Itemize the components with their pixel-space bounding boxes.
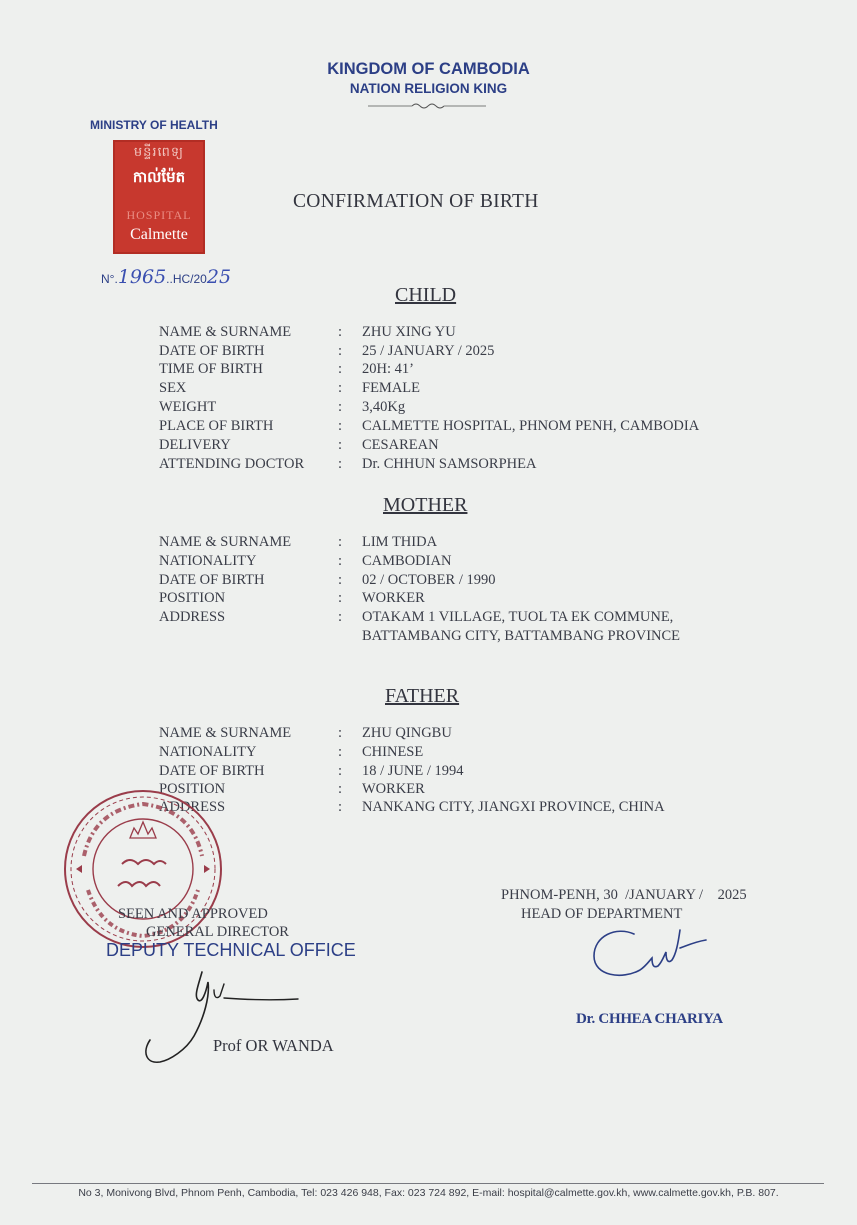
colon: : — [338, 590, 343, 606]
child-doctor-label: ATTENDING DOCTOR — [159, 456, 305, 472]
colon: : — [338, 361, 343, 377]
father-name-label: NAME & SURNAME — [159, 725, 292, 741]
mother-name-label: NAME & SURNAME — [159, 534, 292, 550]
father-address-value: NANKANG CITY, JIANGXI PROVINCE, CHINA — [362, 799, 665, 815]
footer-address: No 3, Monivong Blvd, Phnom Penh, Cambodia, Tel: 023 426 948, Fax: 023 724 892, E-mail: hospital@calmette.gov.kh, www.calmette.gov.kh, P.B. 807. — [78, 1187, 779, 1199]
head-signature — [582, 920, 712, 990]
logo-khmer-line1: មន្ទីរពេទ្យ — [133, 145, 185, 160]
colon: : — [338, 456, 343, 472]
mother-dob-label: DATE OF BIRTH — [159, 572, 265, 588]
child-sex-value: FEMALE — [362, 380, 420, 396]
father-dob-value: 18 / JUNE / 1994 — [362, 763, 464, 779]
footer-divider — [32, 1183, 824, 1184]
mother-nationality-label: NATIONALITY — [159, 553, 257, 569]
father-name-value: ZHU QINGBU — [362, 725, 452, 741]
father-nationality-value: CHINESE — [362, 744, 424, 760]
signing-date: PHNOM-PENH, 30 /JANUARY / 2025 — [501, 887, 747, 903]
child-weight-value: 3,40Kg — [362, 399, 406, 415]
colon: : — [338, 324, 343, 340]
director-name: Prof OR WANDA — [213, 1036, 334, 1055]
child-tob-label: TIME OF BIRTH — [159, 361, 263, 377]
docno-mid: ..HC/20 — [166, 272, 207, 286]
logo-hospital: HOSPITAL — [126, 208, 192, 222]
mother-position-value: WORKER — [362, 590, 425, 606]
colon: : — [338, 418, 343, 434]
child-heading: CHILD — [395, 284, 457, 306]
mother-address-value: OTAKAM 1 VILLAGE, TUOL TA EK COMMUNE, — [362, 609, 674, 625]
child-pob-label: PLACE OF BIRTH — [159, 418, 274, 434]
colon: : — [338, 763, 343, 779]
mother-dob-value: 02 / OCTOBER / 1990 — [362, 572, 496, 588]
colon: : — [338, 725, 343, 741]
colon: : — [338, 781, 343, 797]
father-dob-label: DATE OF BIRTH — [159, 763, 265, 779]
nation-motto: NATION RELIGION KING — [349, 81, 508, 96]
ornament-divider — [368, 101, 486, 111]
father-nationality-label: NATIONALITY — [159, 744, 257, 760]
colon: : — [338, 534, 343, 550]
docno-handwritten: 1965 — [117, 266, 167, 288]
child-pob-value: CALMETTE HOSPITAL, PHNOM PENH, CAMBODIA — [362, 418, 700, 434]
colon: : — [338, 744, 343, 760]
child-delivery-value: CESAREAN — [362, 437, 439, 453]
father-position-label: POSITION — [159, 781, 226, 797]
colon: : — [338, 799, 343, 815]
child-name-label: NAME & SURNAME — [159, 324, 292, 340]
child-doctor-value: Dr. CHHUN SAMSORPHEA — [362, 456, 537, 472]
ministry-label: MINISTRY OF HEALTH — [90, 118, 218, 132]
child-tob-value: 20H: 41’ — [362, 361, 414, 377]
mother-position-label: POSITION — [159, 590, 226, 606]
child-weight-label: WEIGHT — [159, 399, 217, 415]
docno-year: 25 — [206, 266, 232, 288]
hospital-logo — [113, 140, 205, 254]
mother-name-value: LIM THIDA — [362, 534, 438, 550]
colon: : — [338, 609, 343, 625]
mother-address-value-line2: BATTAMBANG CITY, BATTAMBANG PROVINCE — [362, 628, 681, 644]
child-dob-label: DATE OF BIRTH — [159, 343, 265, 359]
seen-approved: SEEN AND APPROVED — [118, 906, 268, 922]
mother-heading: MOTHER — [383, 494, 468, 516]
child-dob-value: 25 / JANUARY / 2025 — [362, 343, 495, 359]
docno-prefix: N°. — [101, 272, 118, 286]
colon: : — [338, 437, 343, 453]
head-name: Dr. CHHEA CHARIYA — [576, 1011, 723, 1027]
head-of-department: HEAD OF DEPARTMENT — [521, 906, 683, 922]
general-director: GENERAL DIRECTOR — [146, 924, 289, 940]
colon: : — [338, 399, 343, 415]
deputy-technical-office: DEPUTY TECHNICAL OFFICE — [106, 940, 356, 960]
document-title: CONFIRMATION OF BIRTH — [293, 191, 539, 212]
logo-khmer-line2: កាល់ម៉ែត — [132, 168, 186, 186]
mother-nationality-value: CAMBODIAN — [362, 553, 452, 569]
child-delivery-label: DELIVERY — [159, 437, 231, 453]
logo-name: Calmette — [130, 226, 188, 243]
colon: : — [338, 553, 343, 569]
kingdom-title: KINGDOM OF CAMBODIA — [327, 60, 530, 78]
document-number — [101, 266, 231, 288]
colon: : — [338, 380, 343, 396]
colon: : — [338, 572, 343, 588]
colon: : — [338, 343, 343, 359]
father-heading: FATHER — [385, 685, 460, 707]
child-sex-label: SEX — [159, 380, 187, 396]
father-position-value: WORKER — [362, 781, 425, 797]
child-name-value: ZHU XING YU — [362, 324, 456, 340]
father-address-label: ADDRESS — [159, 799, 226, 815]
mother-address-label: ADDRESS — [159, 609, 226, 625]
